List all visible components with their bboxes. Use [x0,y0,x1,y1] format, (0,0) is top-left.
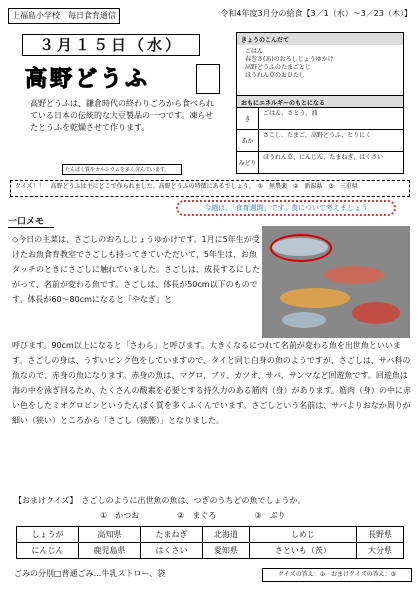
table-cell: 北海道 [202,527,249,543]
memo-paragraph-1: ◇今日の主菜は、さごしのおろしじょうゆかけです。1月に5年生が受けたお魚食育教室でさごしも持ってきていただいて、5年生は、お魚タッチのときにさごしに触れていました。さごしは、成長するにしたがって、名前が変わる魚です。さごしは、体長が50cm以下のものです。体長が60～80cmになると「やなぎ」と [12,235,260,304]
group-items: ほうれん草、にんじん、たまねぎ、はくさい [263,154,384,161]
memo-paragraph-2: 呼びます。90cm以上になると「さわら」と呼びます。大きくなるにつれて名前が変わる魚を出世魚といいます。さごしの身は、うすいピンク色をしていますので、タイと同じ白身の魚のようですが、さごしは、サバ科の魚なので、赤身の魚になります。赤身の魚は、マグロ、ブリ、カツオ、サバ、サンマなど回遊魚です。回遊魚は海の中を泳ぎ回るため、たくさんの酸素を必要とする持久力のある筋肉（身）があります。筋肉（身）の中に赤い色をしたミオグロビンというたんぱく質を多くふくんでいます。さごしという名前は、サバよりおなか周りが細い（狭い）ところから「さごし（狭腰）」となりました。 [12,341,412,425]
table-cell: しょうが [17,527,79,543]
table-cell: たまねぎ [140,527,202,543]
food-group [237,107,403,129]
group-name: みどり [237,152,259,173]
group-name: あか [237,130,259,151]
quiz-strip: クイズ！！ 高野どうふは主にどこで作られました。高野どうふの特徴にあるでしょう。 ① 無農薬 ② 新潟県 ③ 三重県 [10,180,410,197]
groups-heading: おもにエネルギーのもとになる [237,95,403,107]
origin-table [16,526,404,559]
answer-box: クイズの答え：② おまけクイズの答え：③ [262,568,412,582]
table-cell: はくさい [140,543,202,559]
food-group [237,151,403,173]
bonus-quiz-title: 【おまけクイズ】 さごしのように出世魚の魚は、つぎのうちどの魚でしょうか。 [14,496,306,505]
menu-item: ごはん [245,48,264,55]
menu-item: ほうれん草のおひたし [245,72,306,79]
intro-note: たんぱく質やカルシウムを多く含んでいます。 [62,164,182,175]
table-cell: にんじん [17,543,79,559]
memo-heading: 一口メモ [8,214,54,228]
table-row [17,543,404,559]
fish-shape [282,312,326,328]
bonus-choices [100,510,286,521]
fish-shape [280,288,350,308]
fish-photo [262,226,410,338]
fish-shape [324,266,384,284]
table-cell: 愛知県 [202,543,249,559]
table-cell: 大分県 [356,543,403,559]
fish-shape [352,302,400,324]
table-cell: 長野県 [356,527,403,543]
food-group [237,129,403,151]
table-row [17,527,404,543]
menu-item: 高野どうふのたまごとじ [245,64,312,71]
food-week-banner: 今週は、「食育週間」です。食について考えましょう [176,200,396,216]
choice: ① かつお [100,511,140,520]
menu-period: 令和4年度3月分の給食【3／1（水）～3／23（木）】 [220,9,412,18]
menu-item: 春巻さ(あ)のおろしじょうゆかけ [245,56,334,63]
tofu-illustration [196,64,220,94]
table-cell: 高知県 [78,527,140,543]
intro-text: 高野どうふは、鎌倉時代の終わりごろから食べられている日本の伝統的な大豆製品の一つです。凍らせたとうふを乾燥させて作ります。 [30,99,214,132]
page-title: 高野どうふ [25,67,151,92]
page-header [8,8,412,24]
choice: ③ ぶり [254,511,286,520]
table-cell: さといも（茨） [249,543,356,559]
group-items: さこし、たまご、高野どうふ、とりにく [263,132,372,139]
choice: ② まぐろ [177,511,217,520]
table-cell: しめじ [249,527,356,543]
menu-list [237,45,403,95]
group-name: き [237,108,259,129]
menu-box [236,32,404,174]
highlight-circle [270,234,332,262]
group-items: ごはん、さとう、油 [263,110,318,117]
garbage-sorting-note: ごみの分別□普通ごみ…牛乳ストロー、袋 [14,569,166,578]
date-heading: ３月１５日（水） [22,34,200,56]
table-cell: 鹿児島県 [78,543,140,559]
menu-heading: きょうのこんだて [237,33,403,45]
school-name: 上福島小学校 毎日食育通信 [8,8,120,24]
